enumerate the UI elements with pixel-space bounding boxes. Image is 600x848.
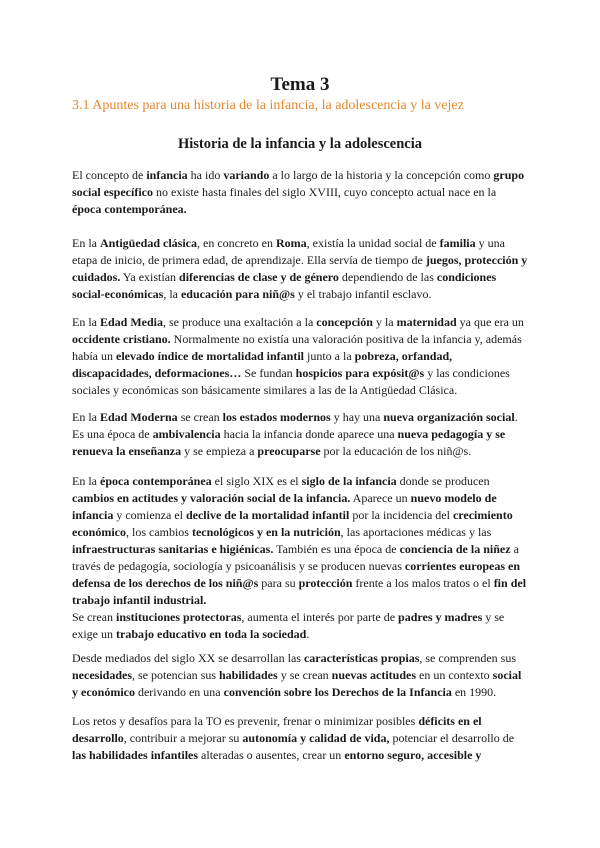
text-run: También es una época de (273, 542, 400, 556)
bold-text-run: siglo de la infancia (301, 474, 397, 488)
text-run: En la (72, 410, 100, 424)
bold-text-run: nuevas actitudes (331, 668, 417, 682)
text-run: y se empieza a (181, 444, 258, 458)
section-heading: Historia de la infancia y la adolescencia (177, 136, 423, 152)
text-run: no existe hasta finales del siglo XVIII, cuyo concepto actual nace en la (152, 185, 497, 199)
bold-text-run: Edad Media (100, 315, 164, 329)
text-run: potenciar el desarrollo de (389, 731, 515, 745)
bold-text-run: autonomía y calidad de vida, (242, 731, 390, 745)
paragraph-edad-moderna (72, 409, 528, 460)
bold-text-run: época contemporánea (100, 474, 212, 488)
bold-text-run: occidente cristiano. (72, 332, 171, 346)
document-title: Tema 3 (270, 74, 330, 95)
bold-text-run: corrientes europeas en defensa de los derechos de los niñ@s (72, 559, 520, 590)
bold-text-run: trabajo educativo en toda la sociedad (116, 627, 307, 641)
text-run: ya que era un (456, 315, 524, 329)
text-run: alteradas o ausentes, crear un (198, 748, 345, 762)
bold-text-run: Antigüedad clásica (100, 236, 198, 250)
text-run: , se comprenden sus (419, 651, 517, 665)
text-run: en un contexto (416, 668, 493, 682)
text-run: a través de pedagogía, sociología y psicoanálisis y se producen nuevas (72, 542, 519, 573)
text-run: y se crean (277, 668, 332, 682)
bold-text-run: características propias (303, 651, 420, 665)
bold-text-run: infraestructuras sanitarias e higiénicas. (72, 542, 274, 556)
text-run: , los cambios (125, 525, 192, 539)
bold-text-run: grupo social específico (72, 168, 525, 199)
paragraph-edad-media (72, 314, 528, 399)
bold-text-run: las habilidades infantiles (72, 748, 199, 762)
bold-text-run: los estados modernos (222, 410, 331, 424)
bold-text-run: nueva organización social (383, 410, 515, 424)
bold-text-run: protección (298, 576, 353, 590)
text-run: y hay una (330, 410, 384, 424)
bold-text-run: maternidad (396, 315, 457, 329)
text-run: y comienza el (113, 508, 186, 522)
text-run: Se fundan (241, 366, 296, 380)
paragraph-antiguedad (72, 235, 528, 303)
bold-text-run: crecimiento económico (72, 508, 513, 539)
text-run: Desde mediados del siglo XX se desarrollan las (72, 651, 304, 665)
bold-text-run: fin del trabajo infantil industrial. (72, 576, 527, 607)
text-run: el siglo XIX es el (211, 474, 302, 488)
paragraph-retos-to (72, 713, 528, 764)
bold-text-run: nuevo modelo de infancia (72, 491, 497, 522)
bold-text-run: elevado índice de mortalidad infantil (116, 349, 305, 363)
bold-text-run: cambios en actitudes y valoración social de la infancia. (72, 491, 351, 505)
paragraph-siglo-xx (72, 650, 528, 701)
text-run: hacia la infancia donde aparece una (220, 427, 398, 441)
text-run: Normalmente no existía una valoración positiva de la infancia y, además había un (72, 332, 522, 363)
text-run: y se exige un (72, 610, 505, 641)
text-run: y las condiciones sociales y económicas son básicamente similares a las de la Antigüedad Clásica. (72, 366, 510, 397)
text-run: , aumenta el interés por parte de (241, 610, 399, 624)
text-run: Los retos y desafíos para la TO es prevenir, frenar o minimizar posibles (72, 714, 419, 728)
bold-text-run: convención sobre los Derechos de la Infancia (223, 685, 452, 699)
text-run: En la (72, 315, 100, 329)
bold-text-run: nueva pedagogía y se renueva la enseñanza (72, 427, 506, 458)
bold-text-run: ambivalencia (152, 427, 221, 441)
text-run: y el trabajo infantil esclavo. (294, 287, 432, 301)
text-run: junto a la (304, 349, 355, 363)
text-run: , en concreto en (197, 236, 276, 250)
text-run: El concepto de (72, 168, 147, 182)
bold-text-run: condiciones social-económicas (72, 270, 497, 301)
text-run: frente a los malos tratos o el (352, 576, 494, 590)
text-run: En la (72, 236, 100, 250)
text-run: derivando en una (134, 685, 224, 699)
bold-text-run: conciencia de la niñez (399, 542, 511, 556)
bold-text-run: entorno seguro, accesible y (344, 748, 482, 762)
bold-text-run: variando (223, 168, 270, 182)
text-run: y una etapa de inicio, de primera edad, de aprendizaje. Ella servía de tiempo de (72, 236, 505, 267)
bold-text-run: instituciones protectoras (115, 610, 242, 624)
text-run: Se crean (72, 610, 116, 624)
text-run: , se potencian sus (132, 668, 219, 682)
text-run: , existía la unidad social de (306, 236, 440, 250)
bold-text-run: pobreza, orfandad, discapacidades, deformaciones… (72, 349, 453, 380)
bold-text-run: declive de la mortalidad infantil (185, 508, 350, 522)
text-run: para su (258, 576, 299, 590)
text-run: , contribuir a mejorar su (123, 731, 243, 745)
text-run: y la (372, 315, 397, 329)
bold-text-run: habilidades (218, 668, 278, 682)
text-run: Ya existían (120, 270, 180, 284)
text-run: , se produce una exaltación a la (163, 315, 317, 329)
bold-text-run: padres y madres (398, 610, 483, 624)
text-run: ha ido (187, 168, 224, 182)
bold-text-run: social y económico (72, 668, 522, 699)
text-run: en 1990. (451, 685, 497, 699)
text-run: Aparece un (350, 491, 411, 505)
paragraph-epoca-contemporanea (72, 473, 528, 643)
text-run: a lo largo de la historia y la concepción como (269, 168, 494, 182)
bold-text-run: juegos, protección y cuidados. (72, 253, 528, 284)
text-run: dependiendo de las (338, 270, 437, 284)
bold-text-run: infancia (146, 168, 188, 182)
bold-text-run: concepción (316, 315, 373, 329)
bold-text-run: necesidades (72, 668, 132, 682)
bold-text-run: déficits en el desarrollo (72, 714, 482, 745)
paragraph-intro (72, 167, 528, 218)
bold-text-run: época contemporánea. (72, 202, 187, 216)
bold-text-run: tecnológicos y en la nutrición (191, 525, 341, 539)
text-run: . Es una época de (72, 410, 518, 441)
bold-text-run: preocuparse (257, 444, 321, 458)
text-run: donde se producen (396, 474, 490, 488)
bold-text-run: diferencias de clase y de género (179, 270, 339, 284)
bold-text-run: familia (439, 236, 476, 250)
bold-text-run: hospicios para expósit@s (295, 366, 425, 380)
bold-text-run: Roma (275, 236, 307, 250)
text-run: En la (72, 474, 100, 488)
text-run: , la (163, 287, 181, 301)
section-subtitle: 3.1 Apuntes para una historia de la infancia, la adolescencia y la vejez (72, 98, 464, 113)
text-run: por la educación de los niñ@s. (320, 444, 472, 458)
text-run: se crean (177, 410, 223, 424)
bold-text-run: Edad Moderna (100, 410, 178, 424)
text-run: . (306, 627, 310, 641)
text-run: por la incidencia del (349, 508, 453, 522)
bold-text-run: educación para niñ@s (180, 287, 295, 301)
text-run: , las aportaciones médicas y las (340, 525, 492, 539)
